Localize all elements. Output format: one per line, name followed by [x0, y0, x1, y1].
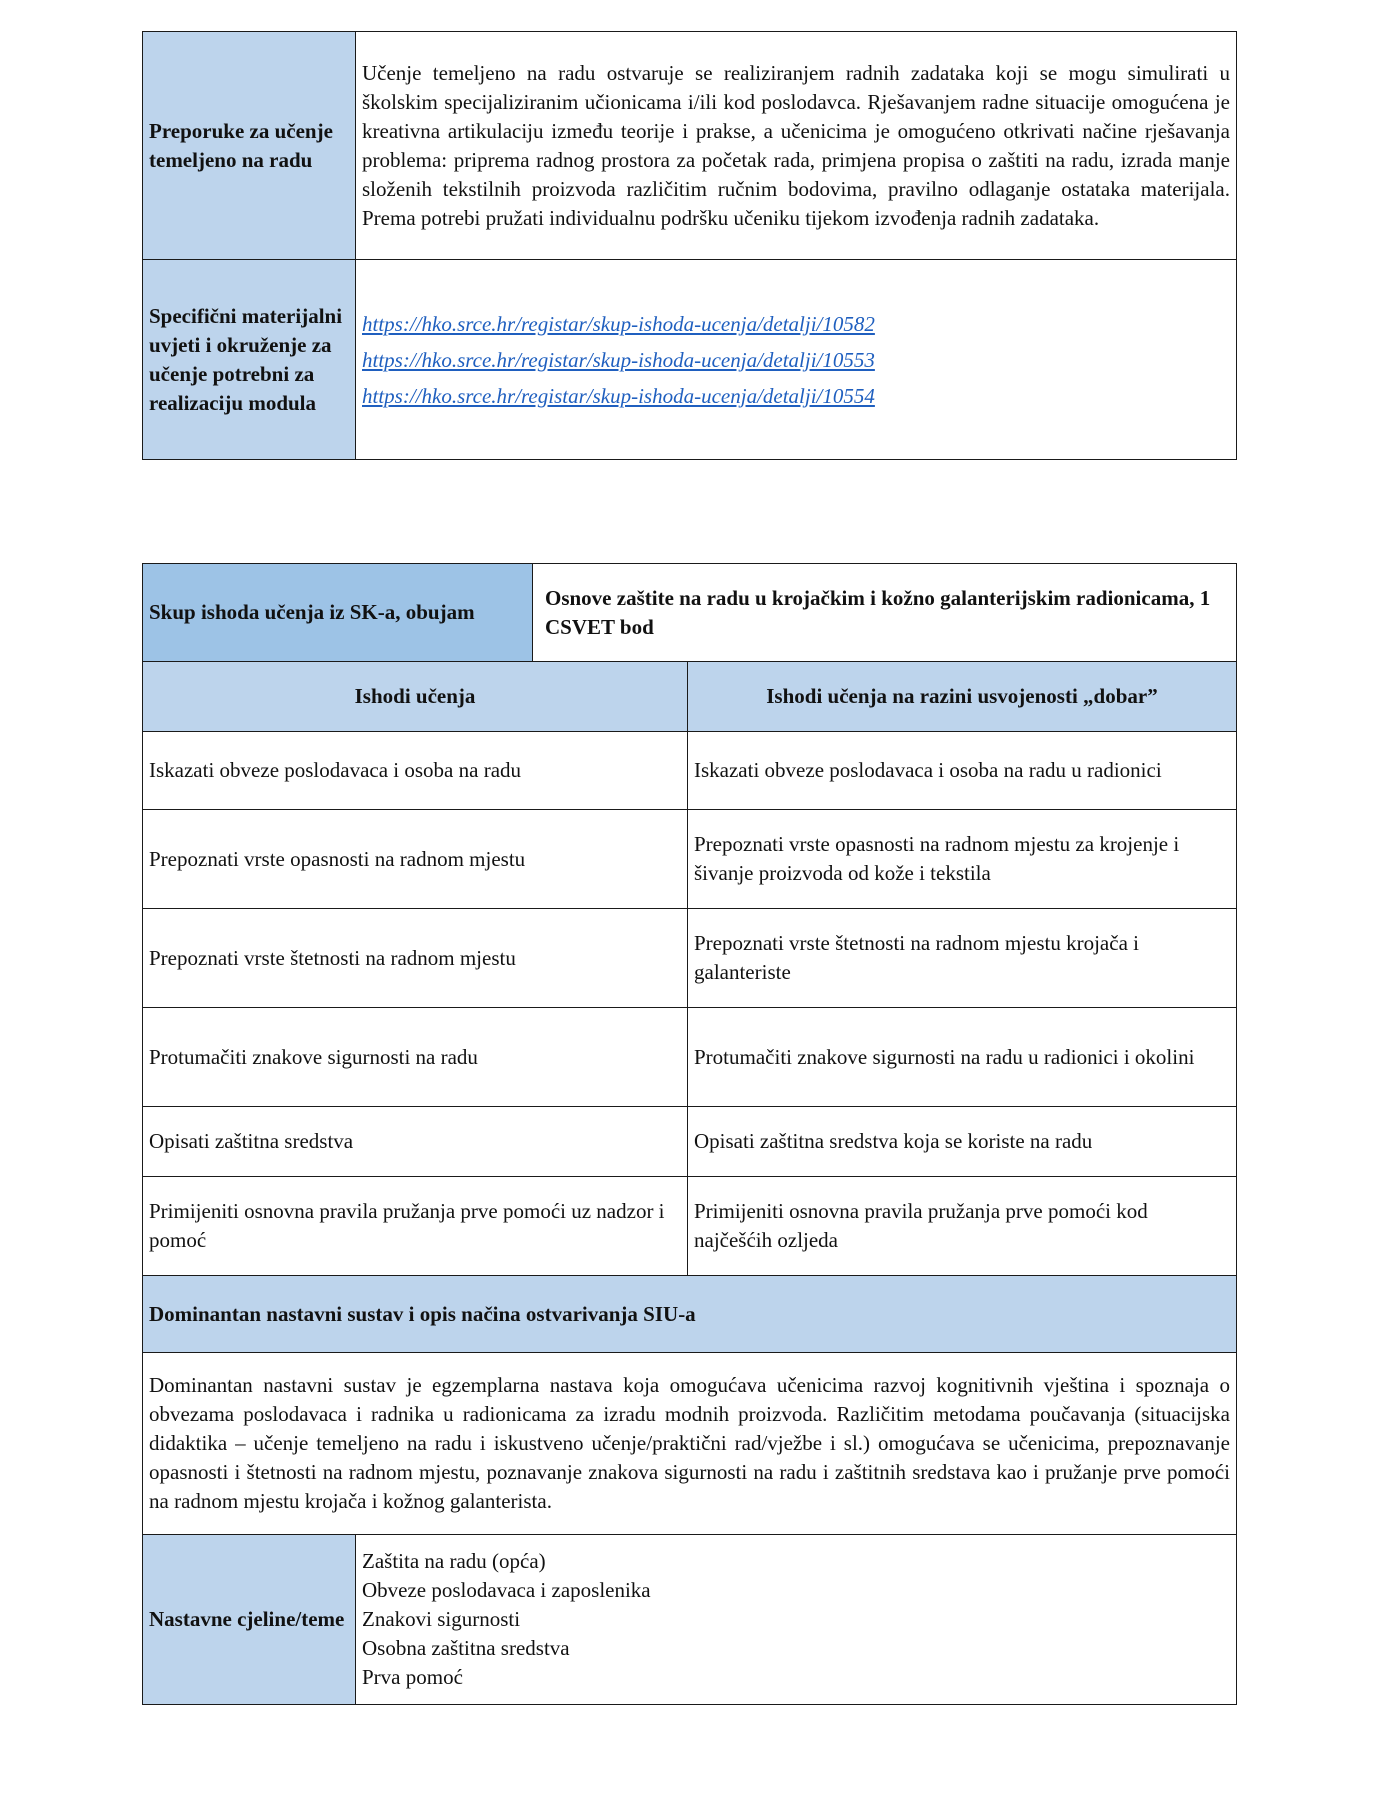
outcome-good-cell: Prepoznati vrste štetnosti na radnom mjestu krojača i galanteriste — [688, 909, 1237, 1008]
outcomes-header-row — [143, 662, 1237, 732]
outcome-row — [143, 732, 1237, 810]
topic-item: Prva pomoć — [362, 1665, 463, 1689]
outcome-cell: Prepoznati vrste štetnosti na radnom mjestu — [143, 909, 688, 1008]
siu-row — [143, 564, 1237, 662]
outcome-good-cell: Opisati zaštitna sredstva koja se koriste na radu — [688, 1107, 1237, 1177]
dominant-system-text-row — [143, 1353, 1237, 1535]
outcome-cell: Iskazati obveze poslodavaca i osoba na radu — [143, 732, 688, 810]
topic-item: Osobna zaštitna sredstva — [362, 1636, 570, 1660]
outcomes-header: Ishodi učenja — [143, 662, 688, 732]
wbl-recommendations-text: Učenje temeljeno na radu ostvaruje se realiziranjem radnih zadataka koji se mogu simulirati u školskim specijaliziranim učionicama i/ili kod poslodavca. Rješavanjem radne situacije omogućena je kreativna artikulaciju između teorije i prakse, a učenicima je omogućeno otkrivati načine rješavanja problema: priprema radnog prostora za početak rada, primjena propisa o zaštiti na radu, izrada manje složenih tekstilnih proizvoda različitim ručnim bodovima, pravilno odlaganje ostataka materijala. Prema potrebi pružati individualnu podršku učeniku tijekom izvođenja radnih zadataka. — [356, 32, 1237, 260]
dominant-system-text: Dominantan nastavni sustav je egzemplarna nastava koja omogućava učenicima razvoj kognitivnih vještina i spoznaja o obvezama poslodavaca i radnika u radionicama za izradu modnih proizvoda. Različitim metodama poučavanja (situacijska didaktika – učenje temeljeno na radu i iskustveno učenje/praktični rad/vježbe i sl.) omogućava se učenicima, prepoznavanje opasnosti i štetnosti na radnom mjestu, poznavanje znakova sigurnosti na radu i zaštitnih sredstava kao i pružanje prve pomoći na radnom mjestu krojača i kožnog galanterista. — [143, 1353, 1237, 1535]
siu-value: Osnove zaštite na radu u krojačkim i kožno galanterijskim radionicama, 1 CSVET bod — [533, 564, 1237, 662]
hko-link-10554[interactable]: https://hko.srce.hr/registar/skup-ishoda-ucenja/detalji/10554 — [362, 383, 875, 408]
outcome-cell: Protumačiti znakove sigurnosti na radu — [143, 1008, 688, 1107]
outcome-row — [143, 810, 1237, 909]
dominant-system-header-row — [143, 1276, 1237, 1353]
wbl-recommendations-label: Preporuke za učenje temeljeno na radu — [143, 32, 356, 260]
topic-item: Znakovi sigurnosti — [362, 1607, 521, 1631]
material-conditions-row — [143, 260, 1237, 460]
outcome-cell: Prepoznati vrste opasnosti na radnom mjestu — [143, 810, 688, 909]
outcome-cell: Primijeniti osnovna pravila pružanja prve pomoći uz nadzor i pomoć — [143, 1177, 688, 1276]
topics-label: Nastavne cjeline/teme — [143, 1535, 356, 1705]
outcome-good-cell: Protumačiti znakove sigurnosti na radu u radionici i okolini — [688, 1008, 1237, 1107]
dominant-system-header: Dominantan nastavni sustav i opis načina ostvarivanja SIU-a — [143, 1276, 1237, 1353]
outcome-good-cell: Prepoznati vrste opasnosti na radnom mjestu za krojenje i šivanje proizvoda od kože i tekstila — [688, 810, 1237, 909]
topics-row — [143, 1535, 1237, 1705]
topic-item: Zaštita na radu (opća) — [362, 1549, 546, 1573]
outcome-good-cell: Iskazati obveze poslodavaca i osoba na radu u radionici — [688, 732, 1237, 810]
outcome-row — [143, 1008, 1237, 1107]
hko-link-10553[interactable]: https://hko.srce.hr/registar/skup-ishoda-ucenja/detalji/10553 — [362, 347, 875, 372]
learning-outcomes-table — [142, 563, 1237, 1705]
material-conditions-label: Specifični materijalni uvjeti i okruženje za učenje potrebni za realizaciju modula — [143, 260, 356, 460]
outcome-row — [143, 1177, 1237, 1276]
outcome-good-cell: Primijeniti osnovna pravila pružanja prve pomoći kod najčešćih ozljeda — [688, 1177, 1237, 1276]
topics-list — [356, 1535, 1237, 1705]
module-info-table — [142, 31, 1237, 460]
hko-link-10582[interactable]: https://hko.srce.hr/registar/skup-ishoda-ucenja/detalji/10582 — [362, 311, 875, 336]
siu-label: Skup ishoda učenja iz SK-a, obujam — [143, 564, 533, 662]
outcomes-good-header: Ishodi učenja na razini usvojenosti „dobar” — [688, 662, 1237, 732]
material-conditions-links — [356, 260, 1237, 460]
wbl-recommendations-row — [143, 32, 1237, 260]
topic-item: Obveze poslodavaca i zaposlenika — [362, 1578, 651, 1602]
outcome-row — [143, 1107, 1237, 1177]
outcome-cell: Opisati zaštitna sredstva — [143, 1107, 688, 1177]
outcome-row — [143, 909, 1237, 1008]
